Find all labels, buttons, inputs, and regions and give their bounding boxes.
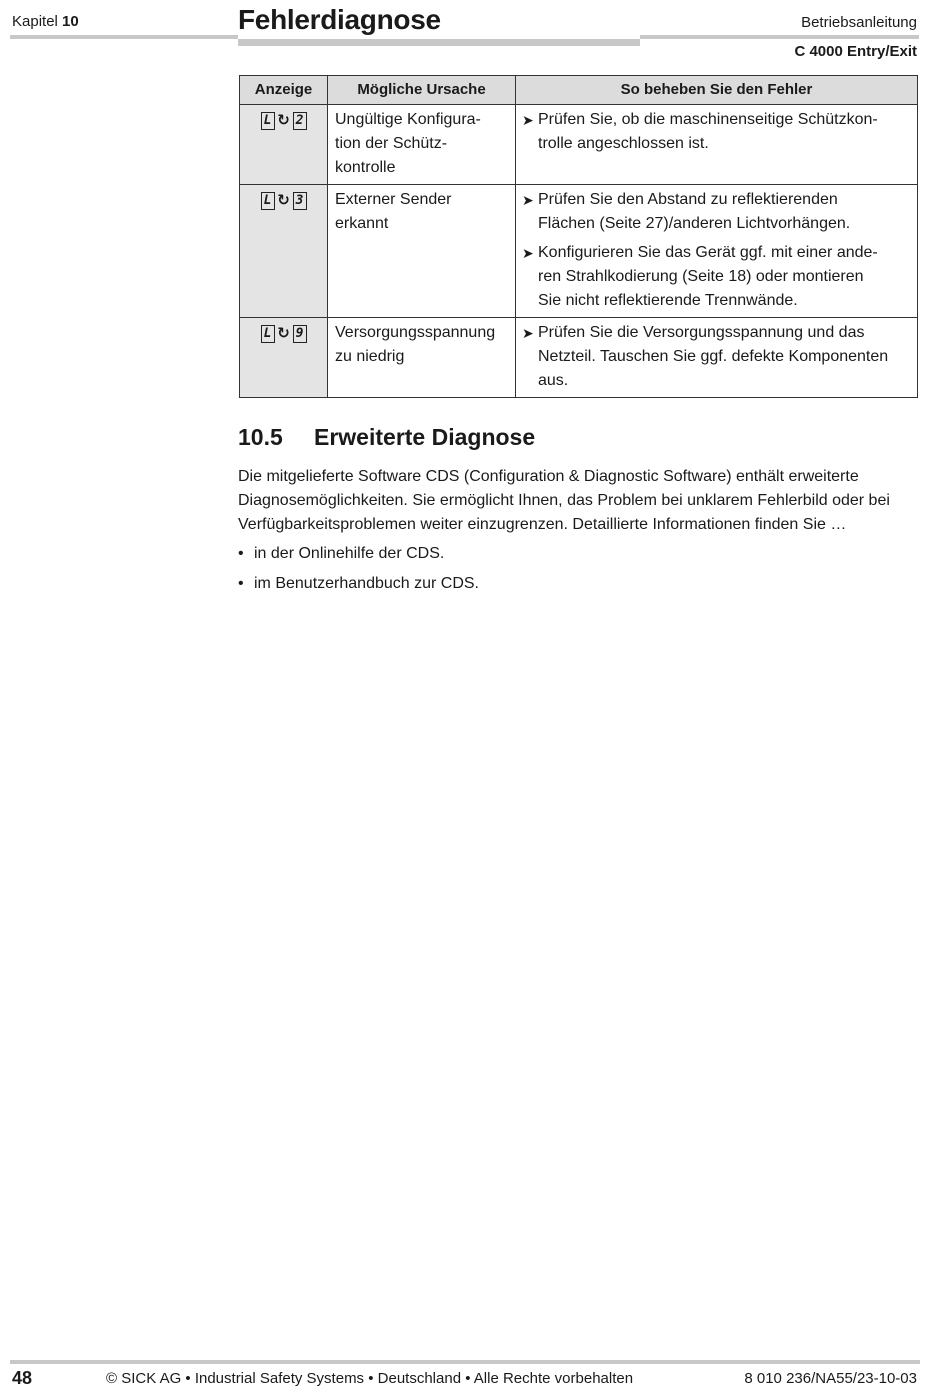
segment-digit: 3 — [293, 192, 307, 210]
segment-digit: 2 — [293, 112, 307, 130]
fix-cell — [516, 185, 918, 318]
header-fix: So beheben Sie den Fehler — [516, 76, 918, 105]
section-paragraph: Die mitgelieferte Software CDS (Configuration & Diagnostic Software) enthält erweiterte Diagnosemöglichkeiten. Sie ermöglicht Ihnen, das Problem bei unklarem Fehlerbild oder bei Verfügbarkeitsproblemen weiter einzugrenzen. Detaillierte Informationen finden Sie … — [238, 468, 890, 533]
section-number: 10.5 — [238, 424, 283, 450]
table-header-row — [240, 76, 918, 105]
segment-digit: L — [261, 192, 275, 210]
product-name: C 4000 Entry/Exit — [794, 43, 917, 60]
header-cause: Mögliche Ursache — [328, 76, 516, 105]
list-item: • in der Onlinehilfe der CDS. — [238, 542, 918, 566]
display-code — [240, 105, 328, 185]
segment-cycle-icon: ↻ — [277, 325, 290, 342]
segment-digit: 9 — [293, 325, 307, 343]
chapter-number: 10 — [62, 13, 79, 30]
page-number: 48 — [12, 1368, 33, 1388]
arrow-icon: ➤ — [522, 245, 534, 261]
arrow-icon: ➤ — [522, 325, 534, 341]
section-title: Erweiterte Diagnose — [314, 424, 536, 450]
section-heading — [238, 424, 535, 451]
error-table — [239, 75, 918, 398]
cause-cell: Ungültige Konfigura- tion der Schütz- kontrolle — [328, 105, 516, 185]
header-rule-right — [640, 35, 919, 39]
fix-item: ➤ Prüfen Sie die Versorgungsspannung und das Netzteil. Tauschen Sie ggf. defekte Komponenten aus. — [522, 321, 911, 393]
header-display: Anzeige — [240, 76, 328, 105]
footer-doc-number: 8 010 236/NA55/23-10-03 — [744, 1370, 917, 1387]
segment-cycle-icon: ↻ — [277, 192, 290, 209]
seven-segment-display — [261, 110, 307, 132]
footer-copyright: © SICK AG • Industrial Safety Systems • Deutschland • Alle Rechte vorbehalten — [106, 1370, 634, 1387]
segment-digit: L — [261, 325, 275, 343]
footer-rule — [10, 1360, 920, 1364]
segment-cycle-icon: ↻ — [277, 112, 290, 129]
table-row — [240, 105, 918, 185]
chapter-label: Kapitel 10 — [12, 13, 79, 30]
bullet-icon: • — [238, 575, 244, 592]
header-rule-title — [238, 39, 640, 46]
header-rule-left — [10, 35, 238, 39]
table-row — [240, 185, 918, 318]
page-title: Fehlerdiagnose — [238, 4, 441, 35]
fix-item: ➤ Prüfen Sie, ob die maschinenseitige Schützkon- trolle angeschlossen ist. — [522, 108, 911, 156]
display-code — [240, 185, 328, 318]
segment-digit: L — [261, 112, 275, 130]
cause-cell: Externer Sender erkannt — [328, 185, 516, 318]
seven-segment-display — [261, 190, 307, 212]
doc-type: Betriebsanleitung — [801, 14, 917, 31]
fix-item: ➤ Konfigurieren Sie das Gerät ggf. mit einer ande- ren Strahlkodierung (Seite 18) oder montieren Sie nicht reflektierende Trennwände. — [522, 241, 911, 313]
bullet-list — [238, 542, 918, 602]
seven-segment-display — [261, 323, 307, 345]
display-code — [240, 318, 328, 398]
table-row — [240, 318, 918, 398]
arrow-icon: ➤ — [522, 112, 534, 128]
list-item: • im Benutzerhandbuch zur CDS. — [238, 572, 918, 596]
cause-cell: Versorgungsspannung zu niedrig — [328, 318, 516, 398]
arrow-icon: ➤ — [522, 192, 534, 208]
fix-cell — [516, 105, 918, 185]
bullet-icon: • — [238, 545, 244, 562]
fix-item: ➤ Prüfen Sie den Abstand zu reflektierenden Flächen (Seite 27)/anderen Lichtvorhängen. — [522, 188, 911, 236]
fix-cell — [516, 318, 918, 398]
